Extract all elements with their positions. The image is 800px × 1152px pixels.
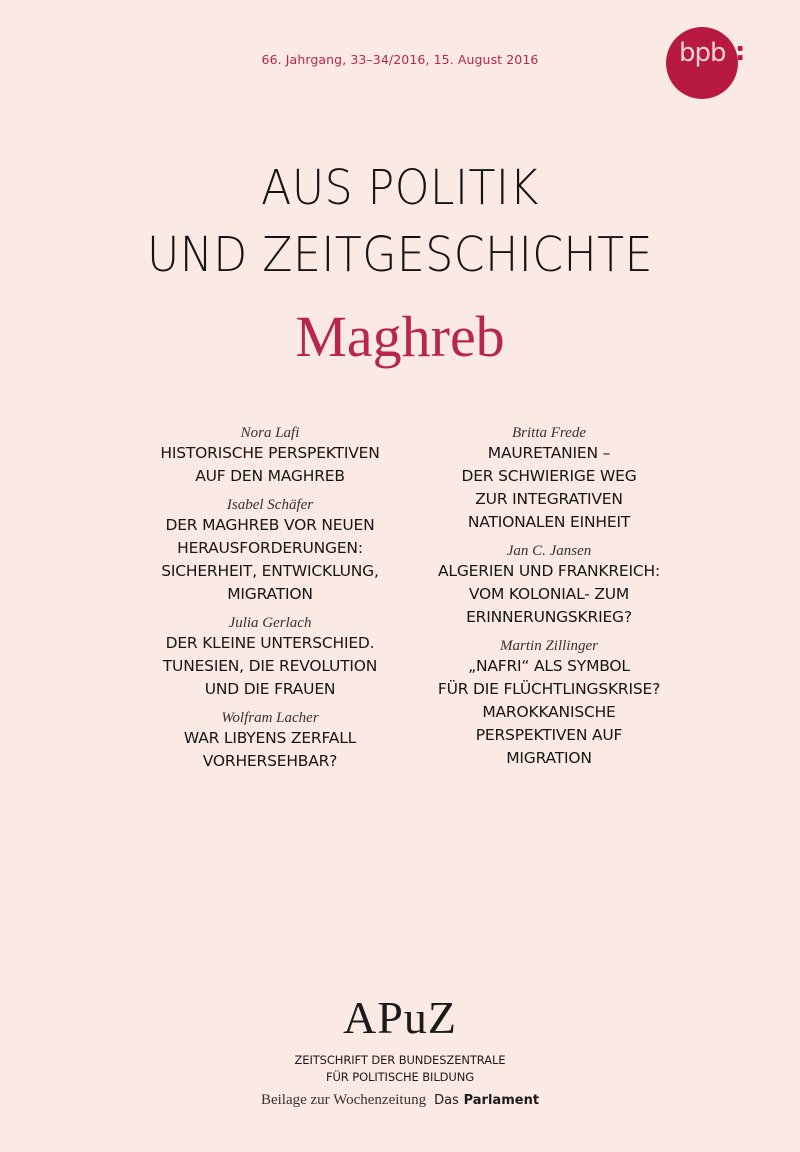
articles-left-column — [135, 424, 405, 781]
articles-right-column — [414, 424, 684, 778]
article-author: Isabel Schäfer — [226, 497, 314, 513]
apuz-logo: APuZ — [343, 992, 457, 1043]
bpb-logo-colon: : — [735, 37, 746, 67]
newspaper-name: Parlament — [463, 1093, 540, 1108]
issue-info: 66. Jahrgang, 33–34/2016, 15. August 2016 — [261, 52, 539, 67]
masthead-title-line-2: UND ZEITGESCHICHTE — [147, 227, 653, 283]
article-title: HISTORISCHE PERSPEKTIVEN AUF DEN MAGHREB — [160, 444, 380, 485]
newspaper-prefix: Das — [434, 1093, 459, 1108]
article-title: WAR LIBYENS ZERFALL VORHERSEHBAR? — [183, 729, 357, 770]
supplement-text: Beilage zur Wochenzeitung — [260, 1092, 427, 1108]
bpb-logo-text: bpb — [679, 38, 726, 68]
article-author: Martin Zillinger — [500, 638, 598, 654]
publisher-line-1: ZEITSCHRIFT DER BUNDESZENTRALE — [294, 1053, 506, 1067]
article-entry — [414, 424, 684, 534]
article-entry — [414, 637, 684, 770]
article-author: Nora Lafi — [240, 425, 300, 441]
masthead-title-line-1: AUS POLITIK — [261, 160, 539, 216]
article-title: DER MAGHREB VOR NEUEN HERAUSFORDERUNGEN: SICHERHEIT, ENTWICKLUNG, MIGRATION — [161, 516, 379, 603]
article-entry — [414, 542, 684, 629]
article-title: MAURETANIEN – DER SCHWIERIGE WEG ZUR INTEGRATIVEN NATIONALEN EINHEIT — [461, 444, 637, 531]
article-author: Wolfram Lacher — [221, 710, 319, 726]
article-entry — [135, 424, 405, 488]
publisher-line-2: FÜR POLITISCHE BILDUNG — [325, 1070, 475, 1084]
issue-topic: Maghreb — [295, 304, 505, 369]
article-entry — [135, 496, 405, 606]
article-title: ALGERIEN UND FRANKREICH: VOM KOLONIAL- ZUM ERINNERUNGSKRIEG? — [438, 562, 660, 626]
article-entry — [135, 709, 405, 773]
article-title: DER KLEINE UNTERSCHIED. TUNESIEN, DIE REVOLUTION UND DIE FRAUEN — [162, 634, 378, 698]
article-entry — [135, 614, 405, 701]
article-author: Britta Frede — [511, 425, 586, 441]
article-author: Jan C. Jansen — [506, 543, 592, 559]
supplement-line — [0, 1090, 800, 1109]
article-author: Julia Gerlach — [228, 615, 312, 631]
article-title: „NAFRI“ ALS SYMBOL FÜR DIE FLÜCHTLINGSKRISE? MAROKKANISCHE PERSPEKTIVEN AUF MIGRATION — [437, 657, 661, 767]
